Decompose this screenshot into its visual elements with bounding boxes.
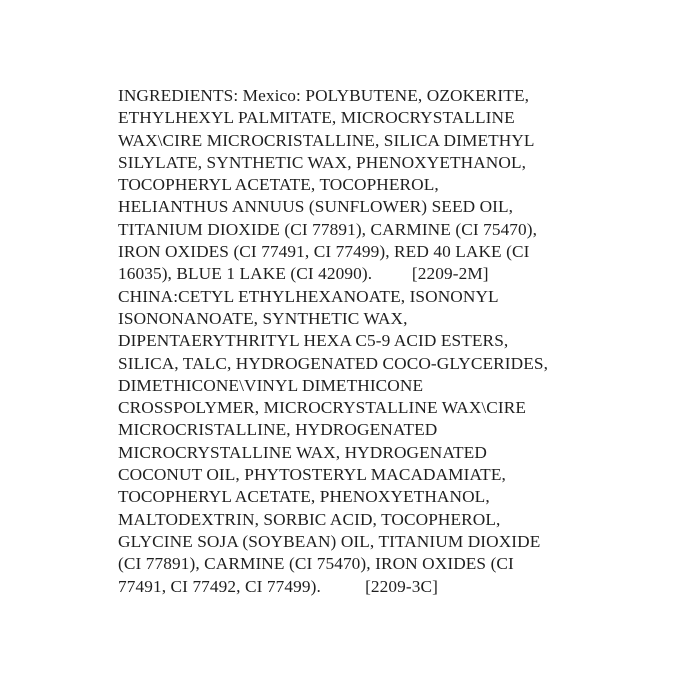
ingredients-line: DIPENTAERYTHRITYL HEXA C5-9 ACID ESTERS, <box>118 331 509 351</box>
ingredients-line: CROSSPOLYMER, MICROCRYSTALLINE WAX\CIRE <box>118 398 527 418</box>
ingredients-line: TOCOPHERYL ACETATE, TOCOPHEROL, <box>118 175 439 195</box>
ingredients-line: SILICA, TALC, HYDROGENATED COCO-GLYCERIDES, <box>118 353 549 373</box>
ingredients-line-china-batch-code: 77491, CI 77492, CI 77499). [2209-3C] <box>118 576 438 596</box>
ingredients-line: WAX\CIRE MICROCRISTALLINE, SILICA DIMETHYL <box>118 130 535 150</box>
ingredients-text-block <box>118 85 548 598</box>
ingredients-line: IRON OXIDES (CI 77491, CI 77499), RED 40 LAKE (CI <box>118 242 530 262</box>
ingredients-line: HELIANTHUS ANNUUS (SUNFLOWER) SEED OIL, <box>118 197 514 217</box>
ingredients-line: MICROCRISTALLINE, HYDROGENATED <box>118 420 438 440</box>
ingredients-line: MALTODEXTRIN, SORBIC ACID, TOCOPHEROL, <box>118 509 501 529</box>
ingredients-line-mexico-batch-code: 16035), BLUE 1 LAKE (CI 42090). [2209-2M] <box>118 264 489 284</box>
ingredients-line: TITANIUM DIOXIDE (CI 77891), CARMINE (CI 75470), <box>118 219 538 239</box>
ingredients-line: CHINA:CETYL ETHYLHEXANOATE, ISONONYL <box>118 286 499 306</box>
ingredients-line: DIMETHICONE\VINYL DIMETHICONE <box>118 375 424 395</box>
ingredients-line: ISONONANOATE, SYNTHETIC WAX, <box>118 308 408 328</box>
ingredients-line: SILYLATE, SYNTHETIC WAX, PHENOXYETHANOL, <box>118 152 527 172</box>
ingredients-line: MICROCRYSTALLINE WAX, HYDROGENATED <box>118 442 487 462</box>
ingredients-line: INGREDIENTS: Mexico: POLYBUTENE, OZOKERITE, <box>118 86 530 105</box>
ingredients-line: GLYCINE SOJA (SOYBEAN) OIL, TITANIUM DIOXIDE <box>118 531 541 551</box>
ingredients-line: ETHYLHEXYL PALMITATE, MICROCRYSTALLINE <box>118 108 515 128</box>
ingredients-line: TOCOPHERYL ACETATE, PHENOXYETHANOL, <box>118 487 490 507</box>
ingredients-line: (CI 77891), CARMINE (CI 75470), IRON OXIDES (CI <box>118 554 514 574</box>
ingredients-line: COCONUT OIL, PHYTOSTERYL MACADAMIATE, <box>118 465 506 485</box>
